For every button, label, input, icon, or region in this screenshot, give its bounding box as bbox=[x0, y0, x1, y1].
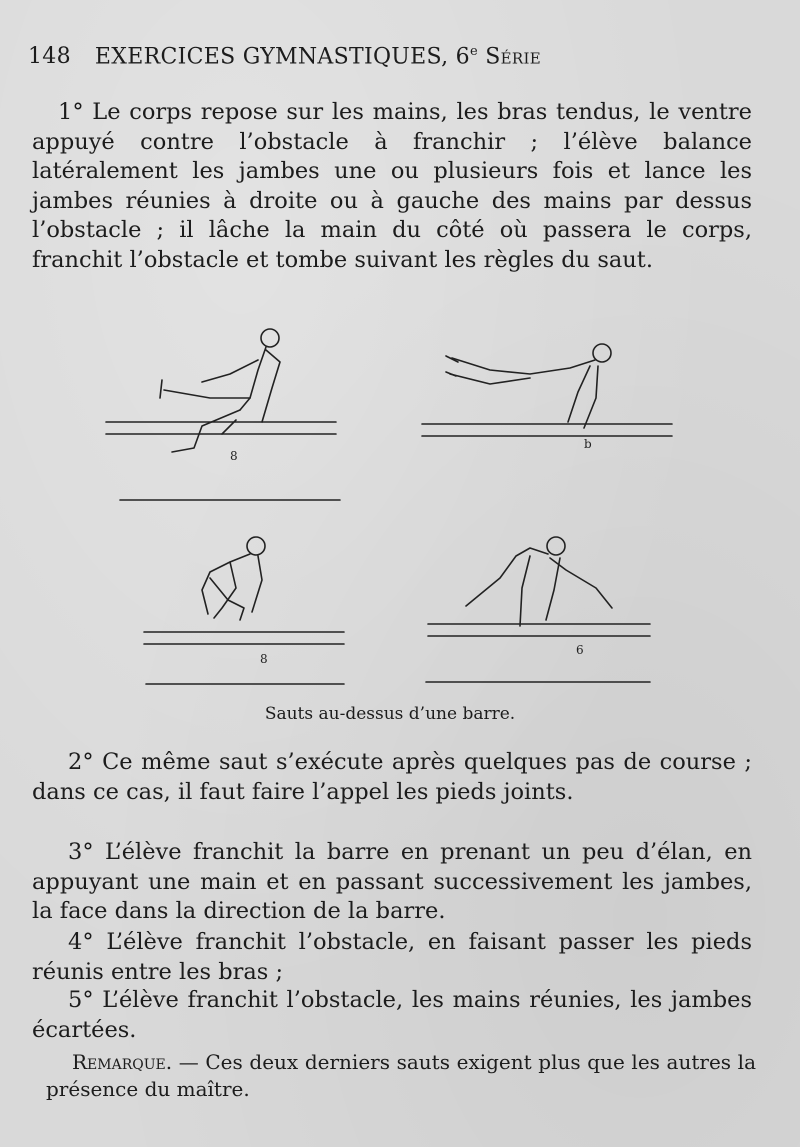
paragraph-5-text: L’élève franchit l’obstacle, les mains réunies, les jambes écartées. bbox=[32, 987, 752, 1043]
running-head bbox=[28, 44, 768, 69]
vault-illustration bbox=[90, 318, 700, 703]
svg-text:8: 8 bbox=[230, 449, 238, 463]
paragraph-1-number: 1° bbox=[58, 99, 84, 125]
figure-panel-3 bbox=[144, 537, 344, 684]
paragraph-1-text: Le corps repose sur les mains, les bras tendus, le ventre appuyé contre l’obstacle à franchir ; l’élève balance latéralement les jambes une ou plusieurs fois et lance les jambes réunies à droite ou à gauche des mains par dessus l’obstacle ; il lâche la main du côté où passera le corps, franchit l’obstacle et tombe suivant les règles du saut. bbox=[32, 99, 752, 273]
header-title: EXERCICES GYMNASTIQUES, 6 bbox=[94, 44, 470, 70]
paragraph-3-number: 3° bbox=[68, 839, 94, 865]
paragraph-4 bbox=[32, 928, 752, 987]
vault-illustration-drawing bbox=[90, 318, 700, 703]
svg-text:b: b bbox=[584, 437, 592, 451]
paragraph-2-text: Ce même saut s’exécute après quelques pas de course ; dans ce cas, il faut faire l’appel les pieds joints. bbox=[32, 749, 752, 805]
figure-panel-1 bbox=[106, 329, 340, 500]
figure-panel-2 bbox=[422, 344, 672, 451]
figure-panel-4 bbox=[426, 537, 650, 682]
header-superscript: e bbox=[469, 44, 478, 59]
remark-text: — Ces deux derniers sauts exigent plus que les autres la présence du maître. bbox=[46, 1050, 756, 1101]
paragraph-3 bbox=[32, 838, 752, 927]
svg-text:6: 6 bbox=[576, 643, 584, 657]
header-series: Série bbox=[485, 44, 541, 70]
paragraph-4-text: L’élève franchit l’obstacle, en faisant passer les pieds réunis entre les bras ; bbox=[32, 929, 752, 985]
paragraph-3-text: L’élève franchit la barre en prenant un peu d’élan, en appuyant une main et en passant successivement les jambes, la face dans la direction de la barre. bbox=[32, 839, 752, 924]
figure-caption: Sauts au-dessus d’une barre. bbox=[264, 704, 516, 724]
page-number: 148 bbox=[28, 44, 71, 70]
paragraph-1 bbox=[32, 98, 752, 275]
paragraph-2 bbox=[32, 748, 752, 807]
remark-label: Remarque. bbox=[72, 1050, 173, 1074]
remark-paragraph bbox=[46, 1049, 756, 1103]
paragraph-2-number: 2° bbox=[68, 749, 94, 775]
paragraph-5 bbox=[32, 986, 752, 1045]
svg-text:8: 8 bbox=[260, 652, 268, 666]
paragraph-4-number: 4° bbox=[68, 929, 94, 955]
paragraph-5-number: 5° bbox=[68, 987, 94, 1013]
